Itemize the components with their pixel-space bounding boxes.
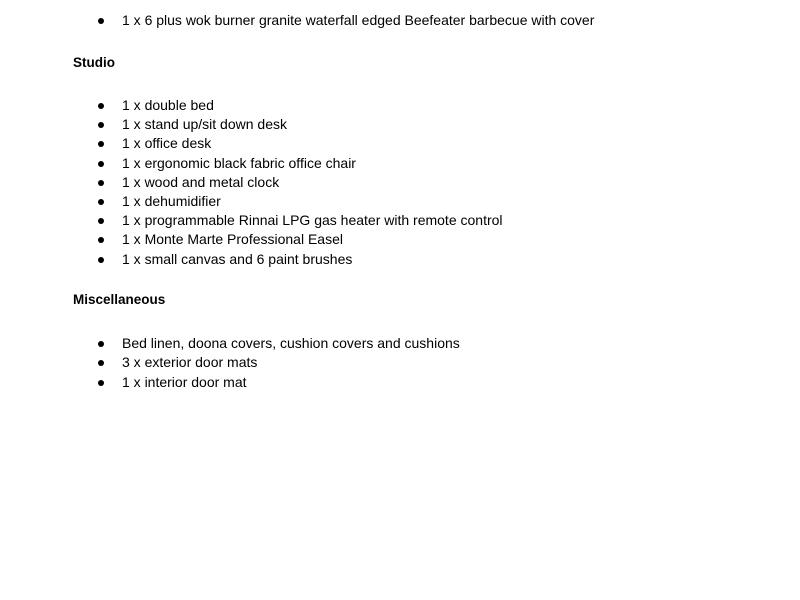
list-item-text: 1 x small canvas and 6 paint brushes <box>122 250 353 267</box>
bullet-icon <box>98 122 104 128</box>
section-heading-miscellaneous: Miscellaneous <box>73 292 166 307</box>
bullet-icon <box>98 103 104 109</box>
bullet-icon <box>98 199 104 205</box>
bullet-icon <box>98 161 104 167</box>
list-item-text: 1 x office desk <box>122 135 212 152</box>
list-item-text: 1 x Monte Marte Professional Easel <box>122 231 343 248</box>
bullet-icon <box>98 360 104 366</box>
bullet-icon <box>98 257 104 263</box>
bullet-icon <box>98 18 104 24</box>
bullet-icon <box>98 218 104 224</box>
list-item-text: 1 x 6 plus wok burner granite waterfall edged Beefeater barbecue with cover <box>122 12 595 28</box>
bullet-icon <box>98 380 104 386</box>
section-heading-studio: Studio <box>73 55 115 70</box>
bullet-icon <box>98 341 104 347</box>
list-item-text: 1 x interior door mat <box>122 373 247 390</box>
bullet-icon <box>98 237 104 243</box>
list-item-text: 1 x double bed <box>122 97 214 113</box>
list-item-text: Bed linen, doona covers, cushion covers and cushions <box>122 335 460 351</box>
list-item-text: 1 x ergonomic black fabric office chair <box>122 154 356 171</box>
list-item-text: 1 x programmable Rinnai LPG gas heater with remote control <box>122 212 503 229</box>
bullet-icon <box>98 180 104 186</box>
list-item-text: 1 x stand up/sit down desk <box>122 116 287 133</box>
list-item-text: 1 x dehumidifier <box>122 192 221 209</box>
list-item-text: 3 x exterior door mats <box>122 354 258 371</box>
list-item-text: 1 x wood and metal clock <box>122 173 280 190</box>
bullet-icon <box>98 141 104 147</box>
